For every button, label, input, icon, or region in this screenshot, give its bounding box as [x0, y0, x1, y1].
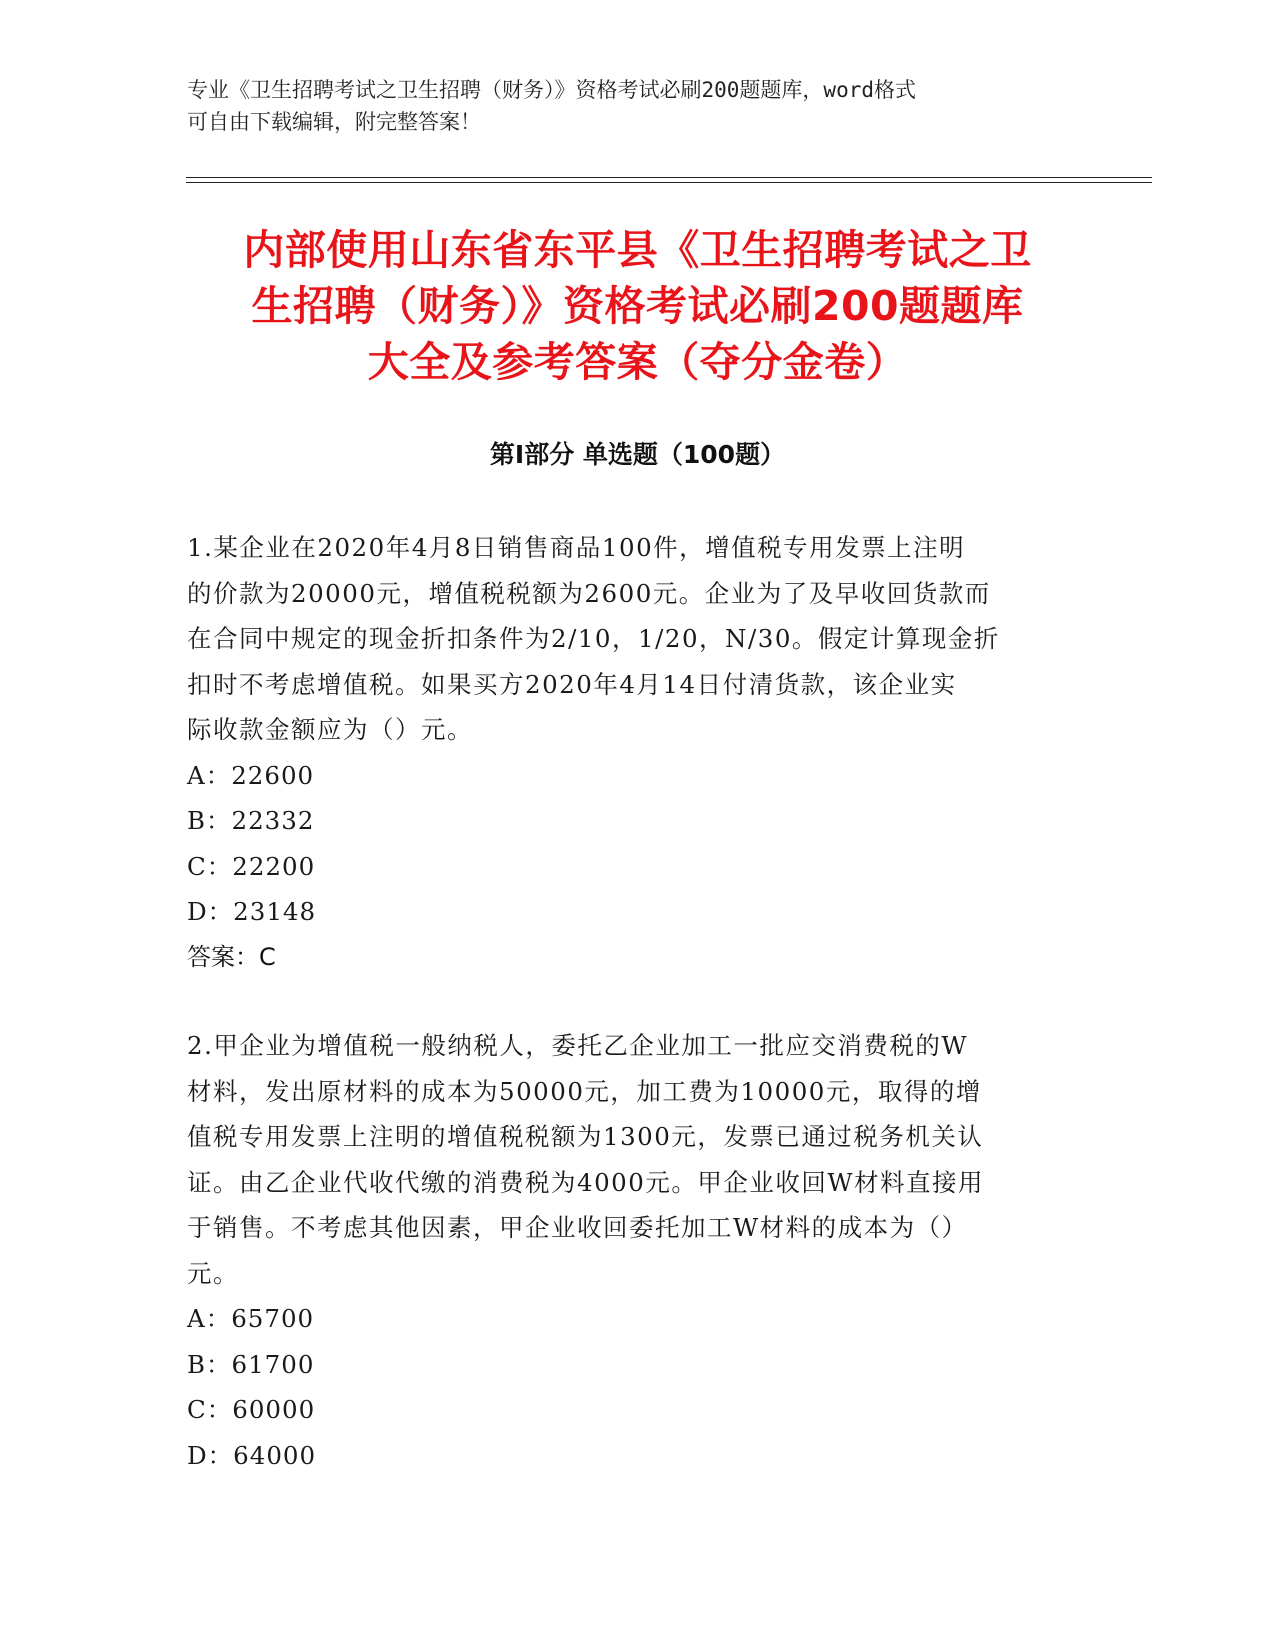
question-stem-line: 在合同中规定的现金折扣条件为2/10，1/20，N/30。假定计算现金折: [187, 624, 1000, 653]
question-1-option-b: B：22332: [187, 806, 315, 835]
question-2: [187, 1023, 1067, 1478]
document-title-line-2: 生招聘（财务）》资格考试必刷200题题库: [251, 282, 1024, 330]
question-stem-line: 2.甲企业为增值税一般纳税人，委托乙企业加工一批应交消费税的W: [187, 1031, 969, 1060]
question-1-stem: [187, 525, 1067, 753]
question-stem-line: 值税专用发票上注明的增值税税额为1300元，发票已通过税务机关认: [187, 1122, 984, 1151]
question-2-option-d: D：64000: [187, 1440, 317, 1470]
header-divider-bottom: [186, 182, 1152, 183]
question-2-option-c: C：60000: [187, 1395, 316, 1424]
question-2-stem: [187, 1023, 1067, 1296]
document-title-line-1: 内部使用山东省东平县《卫生招聘考试之卫: [243, 226, 1032, 274]
question-stem-line: 材料，发出原材料的成本为50000元，加工费为10000元，取得的增: [187, 1076, 982, 1106]
header-note-line-1: 专业《卫生招聘考试之卫生招聘（财务）》资格考试必刷200题题库，word格式: [187, 78, 916, 102]
question-stem-line: 扣时不考虑增值税。如果买方2020年4月14日付清货款，该企业实: [187, 669, 957, 699]
header-note-line-2: 可自由下载编辑，附完整答案！: [187, 110, 481, 134]
question-stem-line: 元。: [187, 1258, 239, 1288]
question-stem-line: 于销售。不考虑其他因素，甲企业收回委托加工W材料的成本为（）: [187, 1213, 968, 1242]
question-1-option-d: D：23148: [187, 897, 317, 926]
header-note: [187, 74, 1067, 138]
question-stem-line: 证。由乙企业代收代缴的消费税为4000元。甲企业收回W材料直接用: [187, 1167, 985, 1197]
question-stem-line: 际收款金额应为（）元。: [187, 715, 473, 744]
question-1-answer: 答案：C: [187, 942, 276, 971]
question-1-option-a: A：22600: [187, 760, 315, 790]
question-2-option-b: B：61700: [187, 1349, 315, 1379]
question-stem-line: 的价款为20000元，增值税税额为2600元。企业为了及早收回货款而: [187, 578, 991, 608]
document-title-line-3: 大全及参考答案（夺分金卷）: [367, 338, 908, 386]
question-stem-line: 1.某企业在2020年4月8日销售商品100件，增值税专用发票上注明: [187, 533, 966, 562]
document-title: [170, 222, 1105, 390]
header-divider-top: [186, 177, 1152, 178]
section-heading: 第Ⅰ部分 单选题（100题）: [489, 440, 786, 469]
question-2-option-a: A：65700: [187, 1304, 315, 1333]
question-1: [187, 525, 1067, 979]
question-1-option-c: C：22200: [187, 851, 316, 881]
